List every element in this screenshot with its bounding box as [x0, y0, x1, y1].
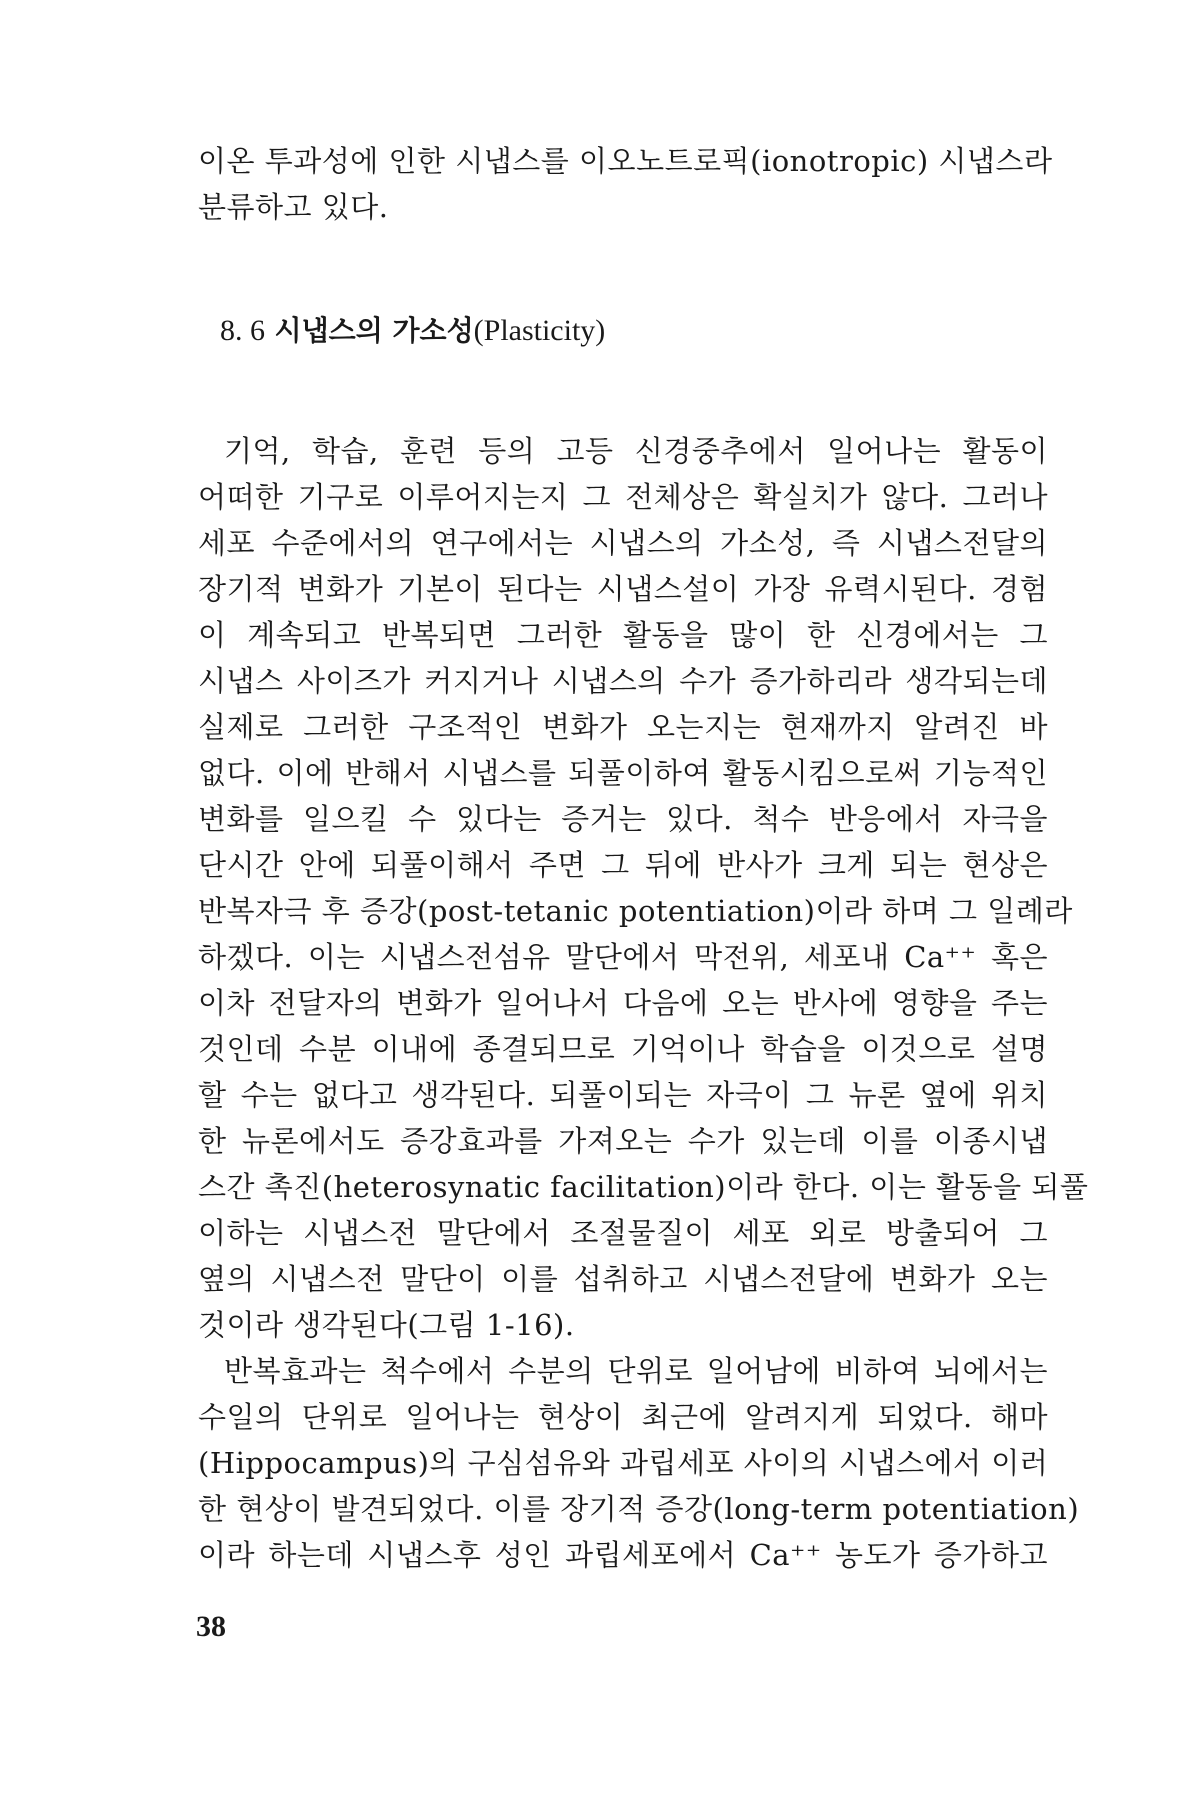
text-line: 이온 투과성에 인한 시냅스를 이오노트로픽(ionotropic) 시냅스라: [198, 144, 1053, 178]
section-title: 시냅스의 가소성: [274, 314, 474, 347]
text-line: 분류하고 있다.: [198, 190, 389, 224]
text-line: 세포 수준에서의 연구에서는 시냅스의 가소성, 즉 시냅스전달의: [198, 526, 1048, 560]
text-line: (Hippocampus)의 구심섬유와 과립세포 사이의 시냅스에서 이러: [198, 1446, 1049, 1480]
text-line: 것인데 수분 이내에 종결되므로 기억이나 학습을 이것으로 설명: [198, 1032, 1048, 1066]
text-line: 실제로 그러한 구조적인 변화가 오는지는 현재까지 알려진 바: [198, 710, 1048, 744]
text-line: 기억, 학습, 훈련 등의 고등 신경중추에서 일어나는 활동이: [224, 434, 1048, 468]
text-line: 어떠한 기구로 이루어지는지 그 전체상은 확실치가 않다. 그러나: [198, 480, 1048, 514]
page-number: 38: [196, 1610, 226, 1643]
text-line: 이 계속되고 반복되면 그러한 활동을 많이 한 신경에서는 그: [198, 618, 1048, 652]
section-title-english: (Plasticity): [473, 314, 606, 347]
text-line: 단시간 안에 되풀이해서 주면 그 뒤에 반사가 크게 되는 현상은: [198, 848, 1048, 882]
paragraph-2: [198, 1348, 1080, 1578]
text-line: 이하는 시냅스전 말단에서 조절물질이 세포 외로 방출되어 그: [198, 1216, 1048, 1250]
text-line: 스간 촉진(heterosynatic facilitation)이라 한다. 이는 활동을 되풀: [198, 1170, 1089, 1204]
text-line: 없다. 이에 반해서 시냅스를 되풀이하여 활동시킴으로써 기능적인: [198, 756, 1048, 790]
text-line: 것이라 생각된다(그림 1-16).: [198, 1308, 575, 1342]
text-line: 반복자극 후 증강(post-tetanic potentiation)이라 하며 그 일례라: [198, 894, 1073, 928]
intro-paragraph: [198, 138, 1053, 230]
text-line: 할 수는 없다고 생각된다. 되풀이되는 자극이 그 뉴론 옆에 위치: [198, 1078, 1048, 1112]
text-line: 시냅스 사이즈가 커지거나 시냅스의 수가 증가하리라 생각되는데: [198, 664, 1048, 698]
text-line: 한 현상이 발견되었다. 이를 장기적 증강(long-term potentiation): [198, 1492, 1080, 1526]
text-line: 이라 하는데 시냅스후 성인 과립세포에서 Ca⁺⁺ 농도가 증가하고: [198, 1538, 1048, 1572]
section-number: 8. 6: [220, 314, 265, 347]
text-line: 옆의 시냅스전 말단이 이를 섭취하고 시냅스전달에 변화가 오는: [198, 1262, 1048, 1296]
text-line: 한 뉴론에서도 증강효과를 가져오는 수가 있는데 이를 이종시냅: [198, 1124, 1048, 1158]
text-line: 변화를 일으킬 수 있다는 증거는 있다. 척수 반응에서 자극을: [198, 802, 1048, 836]
text-line: 수일의 단위로 일어나는 현상이 최근에 알려지게 되었다. 해마: [198, 1400, 1048, 1434]
body-text: [198, 138, 1089, 1578]
text-line: 이차 전달자의 변화가 일어나서 다음에 오는 반사에 영향을 주는: [198, 986, 1048, 1020]
paragraph-1: [198, 428, 1089, 1348]
section-heading: [198, 308, 1048, 354]
text-line: 반복효과는 척수에서 수분의 단위로 일어남에 비하여 뇌에서는: [224, 1354, 1048, 1388]
text-line: 하겠다. 이는 시냅스전섬유 말단에서 막전위, 세포내 Ca⁺⁺ 혹은: [198, 940, 1048, 974]
text-line: 장기적 변화가 기본이 된다는 시냅스설이 가장 유력시된다. 경험: [198, 572, 1048, 606]
